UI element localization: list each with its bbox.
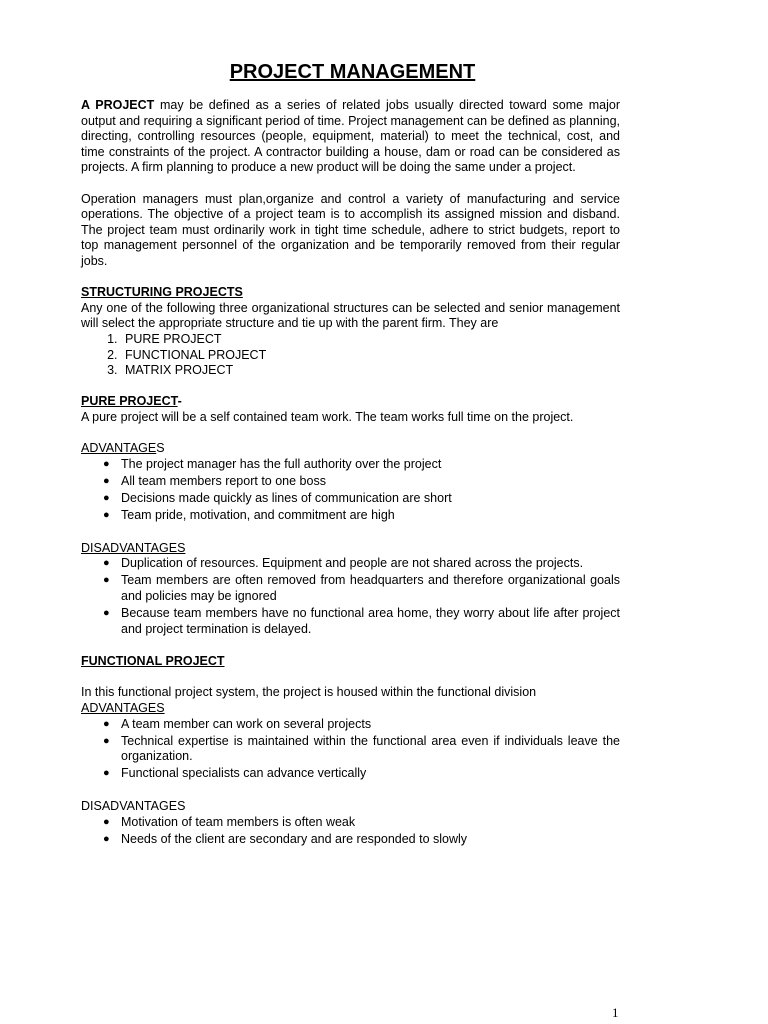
pure-advantages-label: ADVANTAGES [81,441,165,456]
bullet-icon: ● [103,574,110,587]
list-item: 1. PURE PROJECT [121,332,620,348]
list-item: ● The project manager has the full authority over the project [103,456,442,471]
bullet-icon: ● [103,832,110,845]
bullet-icon: ● [103,474,110,487]
structuring-text: Any one of the following three organizational structures can be selected and senior management will select the appropriate structure and tie up with the parent firm. They are [81,300,620,331]
list-item: ● Functional specialists can advance vertically [103,766,367,781]
bullet-icon: ● [103,557,110,570]
page-content [81,60,620,849]
intro-lead: A PROJECT [81,98,155,112]
operations-paragraph: Operation managers must plan,organize and control a variety of manufacturing and service operations. The objective of a project team is to accomplish its assigned mission and disband. The project team must ordinarily work in tight time schedule, adhere to strict budgets, report to top management personnel of the organization and be temporarily removed from their regular jobs. [81,191,620,268]
functional-advantages-label: ADVANTAGES [81,701,165,716]
intro-paragraph [81,98,620,176]
list-item: ● Motivation of team members is often weak [103,814,356,829]
bullet-icon: ● [103,734,110,747]
list-item: ● Because team members have no functional area home, they worry about life after project and project termination is delayed. [103,606,620,636]
bullet-icon: ● [103,491,110,504]
bullet-icon: ● [103,717,110,730]
bullet-icon: ● [103,607,110,619]
page-number: 1 [612,1005,619,1020]
list-item: ● A team member can work on several projects [103,716,372,731]
structuring-heading: STRUCTURING PROJECTS [81,285,243,300]
pure-advantages-list [81,457,620,524]
bullet-icon: ● [103,457,110,470]
functional-disadvantages-label: DISADVANTAGES [81,799,186,814]
functional-disadvantages-list [81,815,620,848]
intro-text: may be defined as a series of related jobs usually directed toward some major output and requiring a significant period of time. Project management can be defined as planning, directing, controlling resources (people, equipment, material) to meet the technical, cost, and time constraints of the project. A contractor building a house, dam or road can be considered as projects. A firm planning to produce a new product will be doing the same under a project. [81,98,620,175]
list-item: ● Decisions made quickly as lines of communication are short [103,490,452,505]
bullet-icon: ● [103,767,110,780]
bullet-icon: ● [103,815,110,828]
pure-project-text: A pure project will be a self contained team work. The team works full time on the project. [81,409,574,424]
list-item: ● Technical expertise is maintained within the functional area even if individuals leave the organization. [103,733,620,764]
bullet-icon: ● [103,508,110,521]
pure-disadvantages-list [81,556,620,637]
list-item: 2. FUNCTIONAL PROJECT [121,348,620,364]
functional-project-heading: FUNCTIONAL PROJECT [81,654,225,669]
list-item: ● All team members report to one boss [103,473,326,488]
structure-list [81,332,620,379]
list-item: ● Team members are often removed from headquarters and therefore organizational goals and policies may be ignored [103,573,620,603]
list-item: ● Duplication of resources. Equipment and people are not shared across the projects. [103,556,584,571]
functional-advantages-list [81,717,620,782]
list-item: 3. MATRIX PROJECT [121,363,620,379]
list-item: ● Team pride, motivation, and commitment are high [103,507,395,522]
pure-project-heading: PURE PROJECT- [81,394,182,409]
list-item: ● Needs of the client are secondary and are responded to slowly [103,831,468,846]
page-title: PROJECT MANAGEMENT [229,61,476,83]
pure-disadvantages-label: DISADVANTAGES [81,540,186,555]
functional-project-text: In this functional project system, the project is housed within the functional division [81,685,537,700]
